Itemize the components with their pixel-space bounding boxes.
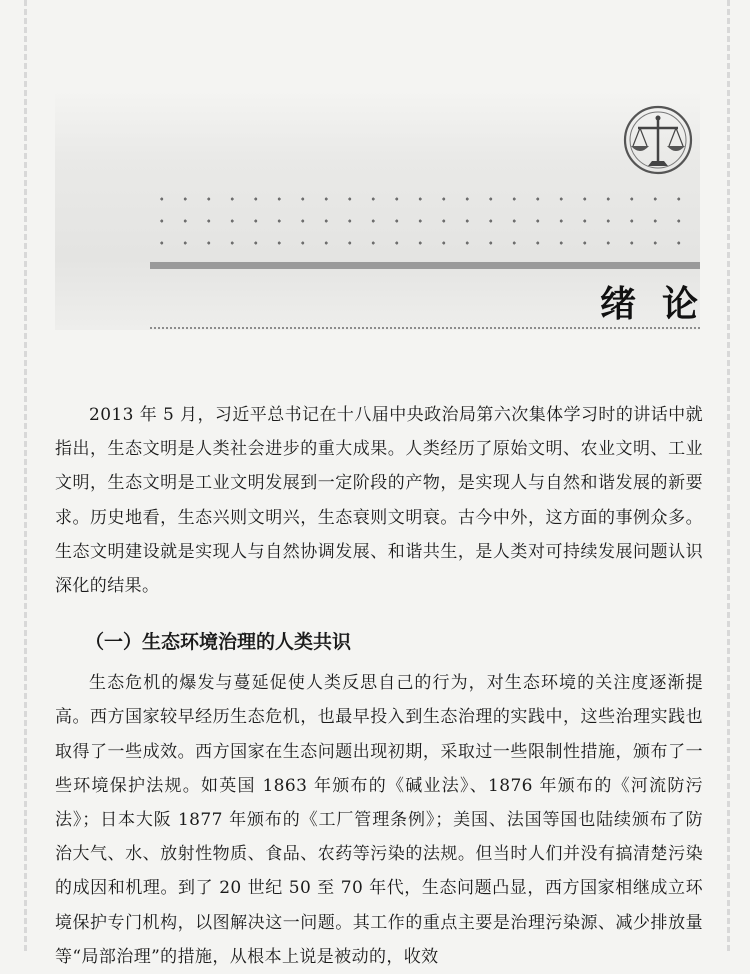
header-dotted-rule <box>150 327 700 329</box>
page-edge-left <box>24 0 27 951</box>
dot-pattern <box>150 188 700 250</box>
chapter-title: 绪论 <box>599 283 724 325</box>
page-edge-right <box>727 0 730 951</box>
scales-of-justice-icon <box>622 104 694 176</box>
chapter-body <box>55 398 703 974</box>
section-paragraph: 生态危机的爆发与蔓延促使人类反思自己的行为，对生态环境的关注度逐渐提高。西方国家较早经历生态危机，也最早投入到生态治理的实践中，这些治理实践也取得了一些成效。西方国家在生态问题出现初期，采取过一些限制性措施，颁布了一些环境保护法规。如英国 1863 年颁布的《碱业法》、1876 年颁布的《河流防污法》；日本大阪 1877 年颁布的《工厂管理条例》；美国、法国等国也陆续颁布了防治大气、水、放射性物质、食品、农药等污染的法规。但当时人们并没有搞清楚污染的成因和机理。到了 20 世纪 50 至 70 年代，生态问题凸显，西方国家相继成立环境保护专门机构，以图解决这一问题。其工作的重点主要是治理污染源、减少排放量等“局部治理”的措施，从根本上说是被动的，收效 <box>55 673 703 967</box>
intro-paragraph: 2013 年 5 月，习近平总书记在十八届中央政治局第六次集体学习时的讲话中就指出，生态文明是人类社会进步的重大成果。人类经历了原始文明、农业文明、工业文明，生态文明是工业文明发展到一定阶段的产物，是实现人与自然和谐发展的新要求。历史地看，生态兴则文明兴，生态衰则文明衰。古今中外，这方面的事例众多。生态文明建设就是实现人与自然协调发展、和谐共生，是人类对可持续发展问题认识深化的结果。 <box>55 405 703 597</box>
section-heading: （一）生态环境治理的人类共识 <box>85 631 352 654</box>
header-rule <box>150 262 700 269</box>
